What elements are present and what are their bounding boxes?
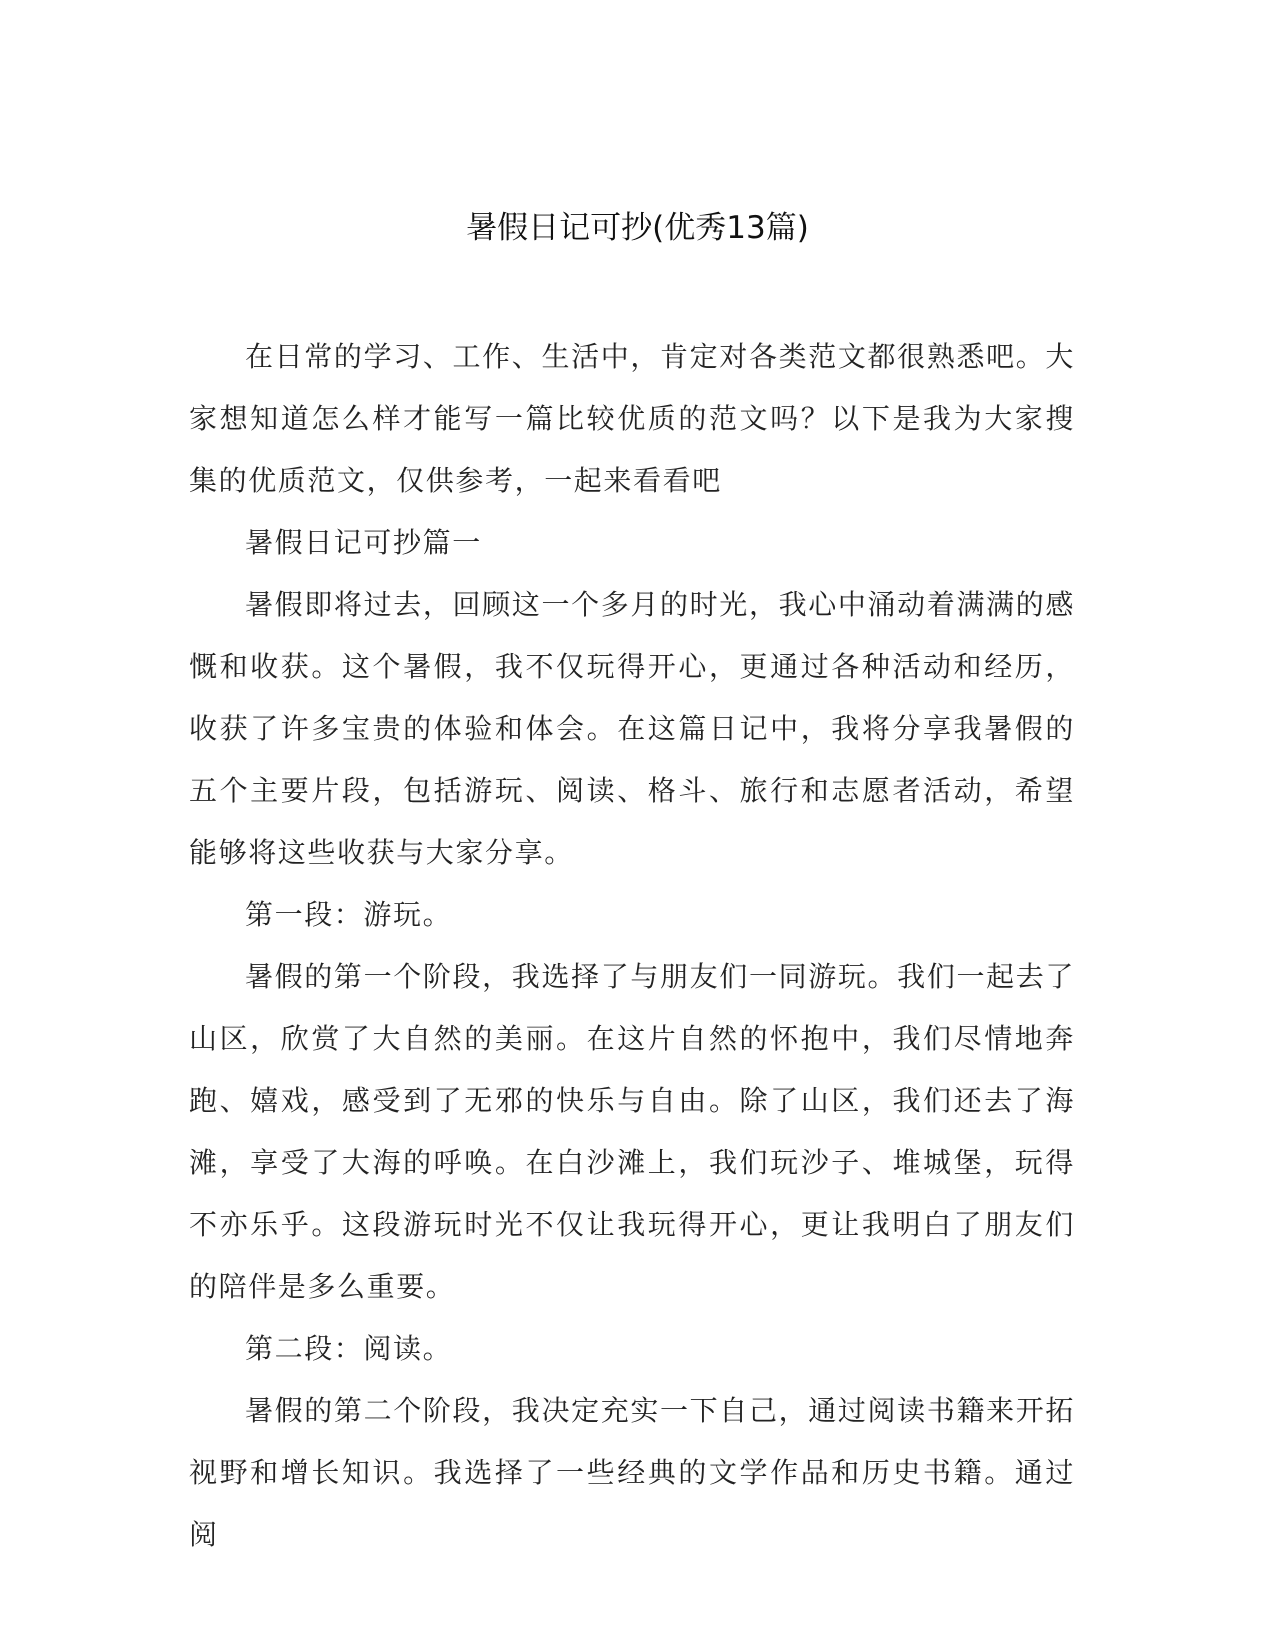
body-paragraph: 暑假的第一个阶段，我选择了与朋友们一同游玩。我们一起去了山区，欣赏了大自然的美丽。在这片自然的怀抱中，我们尽情地奔跑、嬉戏，感受到了无邪的快乐与自由。除了山区，我们还去了海滩，享受了大海的呼唤。在白沙滩上，我们玩沙子、堆城堡，玩得不亦乐乎。这段游玩时光不仅让我玩得开心，更让我明白了朋友们的陪伴是多么重要。: [189, 960, 1075, 1303]
intro-paragraph: 在日常的学习、工作、生活中，肯定对各类范文都很熟悉吧。大家想知道怎么样才能写一篇比较优质的范文吗？以下是我为大家搜集的优质范文，仅供参考，一起来看看吧: [189, 340, 1075, 497]
subsection-heading: 第二段：阅读。: [245, 1332, 453, 1365]
body-paragraph: 暑假的第二个阶段，我决定充实一下自己，通过阅读书籍来开拓视野和增长知识。我选择了一些经典的文学作品和历史书籍。通过阅: [189, 1394, 1075, 1551]
document-body: [189, 326, 1075, 1566]
body-paragraph: 暑假即将过去，回顾这一个多月的时光，我心中涌动着满满的感慨和收获。这个暑假，我不仅玩得开心，更通过各种活动和经历，收获了许多宝贵的体验和体会。在这篇日记中，我将分享我暑假的五个主要片段，包括游玩、阅读、格斗、旅行和志愿者活动，希望能够将这些收获与大家分享。: [189, 588, 1075, 869]
section-heading: 暑假日记可抄篇一: [245, 526, 482, 559]
subsection-heading: 第一段：游玩。: [245, 898, 453, 931]
document-title: 暑假日记可抄(优秀13篇): [466, 210, 809, 246]
